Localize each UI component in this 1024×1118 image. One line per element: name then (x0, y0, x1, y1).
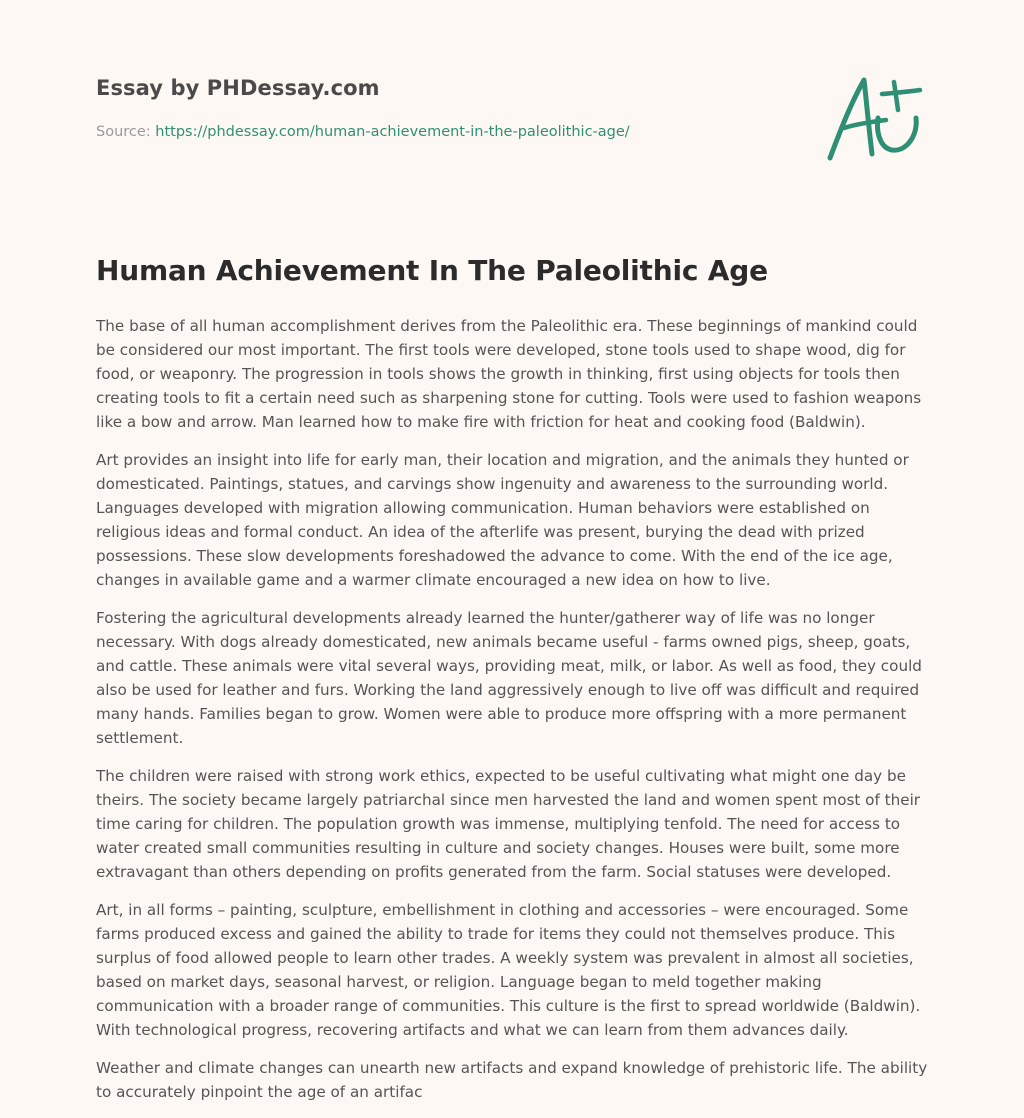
a-plus-logo-icon (822, 66, 930, 166)
essay-paragraph: The base of all human accomplishment derives from the Paleolithic era. These beginnings of mankind could be considered our most important. The first tools were developed, stone tools used to shape wood, dig for food, or weaponry. The progression in tools shows the growth in thinking, first using objects for tools then creating tools to fit a certain need such as sharpening stone for cutting. Tools were used to fashion weapons like a bow and arrow. Man learned how to make fire with friction for heat and cooking food (Baldwin). (96, 317, 922, 431)
essay-paragraph: Fostering the agricultural developments already learned the hunter/gatherer way of life was no longer necessary. With dogs already domesticated, new animals became useful - farms owned pigs, sheep, goats, and cattle. These animals were vital several ways, providing meat, milk, or labor. As well as food, they could also be used for leather and furs. Working the land aggressively enough to live off was difficult and required many hands. Families began to grow. Women were able to produce more offspring with a more permanent settlement. (96, 609, 922, 747)
essay-paragraph: The children were raised with strong work ethics, expected to be useful cultivating what might one day be theirs. The society became largely patriarchal since men harvested the land and women spent most of their time caring for children. The population growth was immense, multiplying tenfold. The need for access to water created small communities resulting in culture and society changes. Houses were built, some more extravagant than others depending on profits generated from the farm. Social statuses were developed. (96, 767, 921, 881)
source-line (96, 124, 630, 140)
essay-paragraph: Art, in all forms – painting, sculpture, embellishment in clothing and accessories – were encouraged. Some farms produced excess and gained the ability to trade for items they could not themselves produce. This surplus of food allowed people to learn other trades. A weekly system was prevalent in almost all societies, based on market days, seasonal harvest, or religion. Language began to meld together making communication with a broader range of communities. This culture is the first to spread worldwide (Baldwin). With technological progress, recovering artifacts and what we can learn from them advances daily. (96, 901, 921, 1039)
essay-paragraph: Art provides an insight into life for early man, their location and migration, and the animals they hunted or domesticated. Paintings, statues, and carvings show ingenuity and awareness to the surrounding world. Languages developed with migration allowing communication. Human behaviors were established on religious ideas and formal conduct. An idea of the afterlife was present, burying the dead with prized possessions. These slow developments foreshadowed the advance to come. With the end of the ice age, changes in available game and a warmer climate encouraged a new idea on how to live. (96, 451, 909, 589)
source-link[interactable]: https://phdessay.com/human-achievement-in-the-paleolithic-age/ (155, 124, 630, 140)
essay-paragraph: Weather and climate changes can unearth new artifacts and expand knowledge of prehistoric life. The ability to accurately pinpoint the age of an artifac (96, 1059, 928, 1101)
essay-body (96, 314, 932, 1118)
essay-title: Human Achievement In The Paleolithic Age (96, 254, 768, 287)
source-label: Source: (96, 124, 151, 140)
site-title: Essay by PHDessay.com (96, 76, 380, 100)
